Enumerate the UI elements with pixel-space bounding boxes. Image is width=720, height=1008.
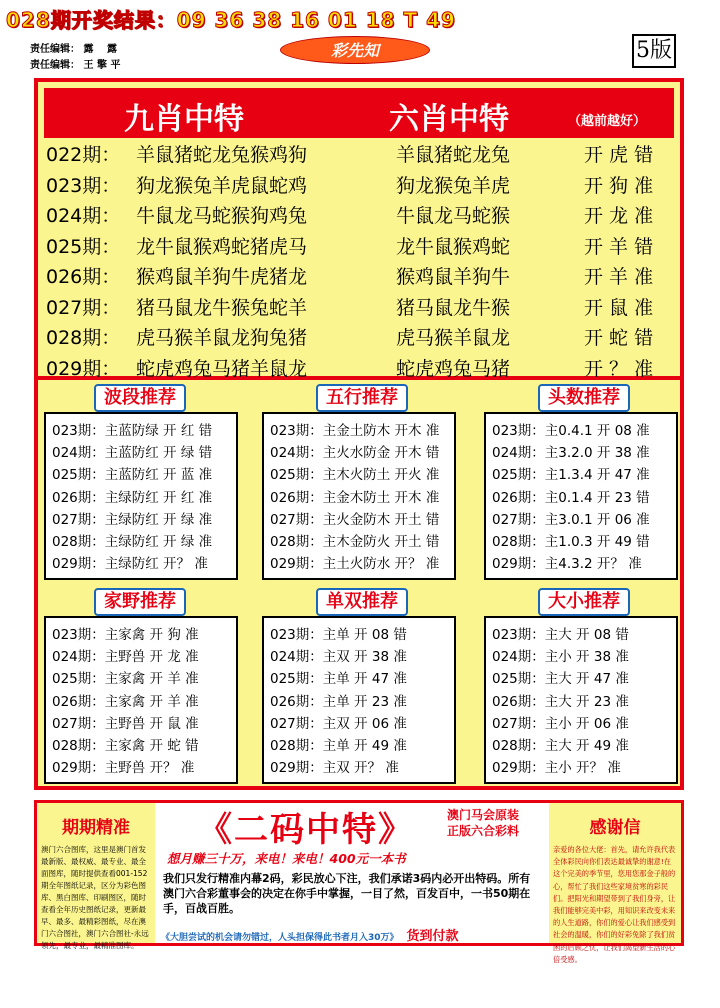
panel-bo	[44, 412, 238, 580]
panel-row: 025期：主木火防土 开火 准	[270, 467, 440, 484]
section-label-wx: 五行推荐	[316, 384, 408, 412]
panel-wx	[262, 412, 456, 580]
panel-row: 026期：主大 开 23 准	[492, 693, 629, 710]
panel-row: 025期：主单 开 47 准	[270, 671, 407, 688]
row-nine: 牛鼠龙马蛇猴狗鸡兔	[136, 205, 308, 227]
zodiac-row	[46, 171, 676, 202]
advert-body: 我们只发行精准内幕2码，彩民放心下注，我们承诺3码内必开出特码。所有澳门六合彩董事会的决定在你手中掌握，一目了然，百发百中，一书50期在手，百战百胜。	[163, 872, 531, 915]
zodiac-rows	[46, 140, 676, 384]
banner-note: （越前越好）	[568, 114, 647, 129]
panel-row: 023期：主蓝防绿 开 红 错	[52, 423, 213, 439]
right-text: 亲爱的各位大佬：首先，请允许我代表全体彩民向你们表达最诚挚的谢意!在这个完美的季节里，您用您那金子般的心，帮忙了我们这些家境贫寒的彩民们。把阳光和期望带到了我们身旁，让我们能够完美中彩，用知识来改变未来的人生道路，你们的爱心让我们感受到社会的温暖，你们的好彩免除了我们贫困的后顾之忧，让我们渴望新生活的心倍受感。	[553, 845, 676, 964]
result-header: 028期开奖结果：09 36 38 16 01 18 T 49	[6, 8, 456, 32]
title-six: 六肖中特	[389, 102, 509, 137]
zodiac-row	[46, 201, 676, 232]
row-period: 029期：	[46, 357, 121, 380]
row-result: 开 羊 错	[584, 235, 654, 258]
panel-row: 023期：主大 开 08 错	[492, 627, 629, 643]
row-period: 022期：	[46, 144, 121, 166]
panel-row: 023期：主单 开 08 错	[270, 627, 407, 643]
panel-row: 027期：主绿防红 开 绿 准	[52, 511, 213, 528]
brand-logo: 彩先知	[280, 36, 430, 64]
panel-row: 028期：主大 开 49 准	[492, 737, 629, 754]
row-result: 开 龙 准	[584, 205, 654, 227]
row-six: 牛鼠龙马蛇猴	[396, 205, 511, 227]
row-six: 虎马猴羊鼠龙	[396, 327, 511, 349]
editor-line-1: 责任编辑： 露 露	[30, 44, 117, 55]
row-result: 开 狗 准	[584, 174, 654, 197]
zodiac-row	[46, 323, 676, 354]
panel-row: 024期：主火水防金 开木 错	[270, 445, 440, 462]
row-six: 狗龙猴兔羊虎	[396, 174, 511, 197]
row-nine: 猴鸡鼠羊狗牛虎猪龙	[136, 266, 308, 288]
row-nine: 龙牛鼠猴鸡蛇猪虎马	[136, 235, 308, 258]
left-title: 期期精准	[62, 818, 130, 838]
panel-row: 028期：主绿防红 开 绿 准	[52, 533, 213, 550]
panel-row: 024期：主蓝防红 开 绿 错	[52, 445, 213, 462]
row-six: 猴鸡鼠羊狗牛	[396, 266, 511, 288]
row-six: 蛇虎鸡兔马猪	[396, 357, 511, 380]
row-period: 023期：	[46, 174, 121, 197]
row-period: 027期：	[46, 296, 121, 319]
panel-row: 023期：主0.4.1 开 08 准	[492, 423, 650, 439]
row-period: 026期：	[46, 266, 121, 288]
title-nine: 九肖中特	[124, 102, 244, 137]
panel-row: 026期：主单 开 23 准	[270, 693, 407, 710]
left-text: 澳门六合图库，这里是澳门首发最新版、最权威、最专业、最全面图库，随时提供查看001-152期全年图纸记录，区分为彩色图库、黑白图库、印刷图区，随时查看全年历史图纸记录，更新最早、最多、最精彩图纸，尽在澳门六合图社，澳门六合图社-永远领先，最专业，最精准图库。	[41, 845, 149, 950]
row-nine: 蛇虎鸡兔马猪羊鼠龙	[136, 357, 308, 380]
slogan: 想月赚三十万，来电！来电！400元一本书	[167, 851, 406, 866]
panel-jy	[44, 616, 238, 784]
row-six: 羊鼠猪蛇龙兔	[396, 144, 511, 166]
row-nine: 狗龙猴兔羊虎鼠蛇鸡	[136, 174, 308, 197]
edition-badge: 5版	[632, 34, 676, 68]
side-text	[447, 807, 545, 839]
panel-row: 023期：主家禽 开 狗 准	[52, 627, 199, 643]
panel-row: 029期：主土火防水 开？ 准	[270, 556, 440, 573]
panel-row: 026期：主绿防红 开 红 准	[52, 489, 213, 506]
editor-line-2: 责任编辑： 王 擎 平	[30, 60, 121, 71]
panel-row: 029期：主小 开？ 准	[492, 760, 621, 777]
panel-row: 027期：主野兽 开 鼠 准	[52, 715, 199, 732]
section-label-ds: 单双推荐	[316, 588, 408, 616]
panel-row: 024期：主双 开 38 准	[270, 649, 407, 666]
row-result: 开 蛇 错	[584, 327, 654, 349]
panel-row: 024期：主野兽 开 龙 准	[52, 649, 199, 666]
advert-right	[549, 803, 681, 964]
row-nine: 羊鼠猪蛇龙兔猴鸡狗	[136, 144, 308, 166]
row-result: 开 虎 错	[584, 144, 654, 166]
zodiac-banner	[44, 88, 674, 138]
row-result: 开 羊 准	[584, 266, 654, 288]
row-nine: 虎马猴羊鼠龙狗兔猪	[136, 327, 308, 349]
panel-row: 024期：主小 开 38 准	[492, 649, 629, 666]
panel-row: 027期：主3.0.1 开 06 准	[492, 511, 650, 528]
advert-middle	[157, 803, 545, 943]
panel-row: 023期：主金土防木 开木 准	[270, 423, 440, 439]
cod-label: 货到付款	[406, 929, 459, 944]
panel-row: 025期：主家禽 开 羊 准	[52, 671, 199, 688]
panel-row: 029期：主野兽 开？ 准	[52, 760, 195, 777]
zodiac-row	[46, 232, 676, 263]
zodiac-row	[46, 262, 676, 293]
panel-row: 025期：主1.3.4 开 47 准	[492, 467, 650, 484]
panel-row: 028期：主家禽 开 蛇 错	[52, 737, 199, 754]
recommend-section	[34, 380, 684, 790]
panel-row: 025期：主蓝防红 开 蓝 准	[52, 467, 213, 484]
row-result: 开 ？ 准	[584, 357, 654, 380]
panel-ts	[484, 412, 678, 580]
zodiac-section	[34, 78, 684, 380]
panel-row: 027期：主双 开 06 准	[270, 715, 407, 732]
panel-row: 027期：主小 开 06 准	[492, 715, 629, 732]
side-line-2: 正版六合彩料	[447, 824, 520, 838]
section-label-dx: 大小推荐	[538, 588, 630, 616]
panel-row: 028期：主木金防火 开土 错	[270, 533, 440, 550]
row-period: 025期：	[46, 235, 121, 258]
panel-row: 028期：主1.0.3 开 49 错	[492, 533, 650, 550]
panel-row: 026期：主家禽 开 羊 准	[52, 693, 199, 710]
section-label-jy: 家野推荐	[94, 588, 186, 616]
panel-row: 029期：主双 开？ 准	[270, 760, 399, 777]
section-label-ts: 头数推荐	[538, 384, 630, 412]
row-result: 开 鼠 准	[584, 296, 654, 319]
row-nine: 猪马鼠龙牛猴兔蛇羊	[136, 296, 308, 319]
panel-dx	[484, 616, 678, 784]
row-six: 龙牛鼠猴鸡蛇	[396, 235, 511, 258]
erma-title: 《二码中特》	[171, 807, 441, 853]
foot-text: 《大胆尝试的机会请勿错过，人头担保得此书者月入30万》	[161, 933, 399, 943]
advert-foot	[161, 925, 545, 944]
panel-row: 026期：主金木防土 开木 准	[270, 489, 440, 506]
panel-row: 025期：主大 开 47 准	[492, 671, 629, 688]
advert-section	[34, 800, 684, 964]
row-six: 猪马鼠龙牛猴	[396, 296, 511, 319]
row-period: 028期：	[46, 327, 121, 349]
panel-row: 028期：主单 开 49 准	[270, 737, 407, 754]
panel-row: 026期：主0.1.4 开 23 错	[492, 489, 650, 506]
section-label-bo: 波段推荐	[94, 384, 186, 412]
panel-row: 027期：主火金防木 开土 错	[270, 511, 440, 528]
row-period: 024期：	[46, 205, 121, 227]
panel-row: 024期：主3.2.0 开 38 准	[492, 445, 650, 462]
side-line-1: 澳门马会原装	[447, 808, 520, 822]
panel-row: 029期：主绿防红 开？ 准	[52, 556, 208, 573]
right-title: 感谢信	[589, 818, 641, 838]
panel-ds	[262, 616, 456, 784]
zodiac-row	[46, 293, 676, 324]
advert-left	[37, 803, 155, 950]
zodiac-row	[46, 140, 676, 171]
panel-row: 029期：主4.3.2 开？ 准	[492, 556, 642, 573]
